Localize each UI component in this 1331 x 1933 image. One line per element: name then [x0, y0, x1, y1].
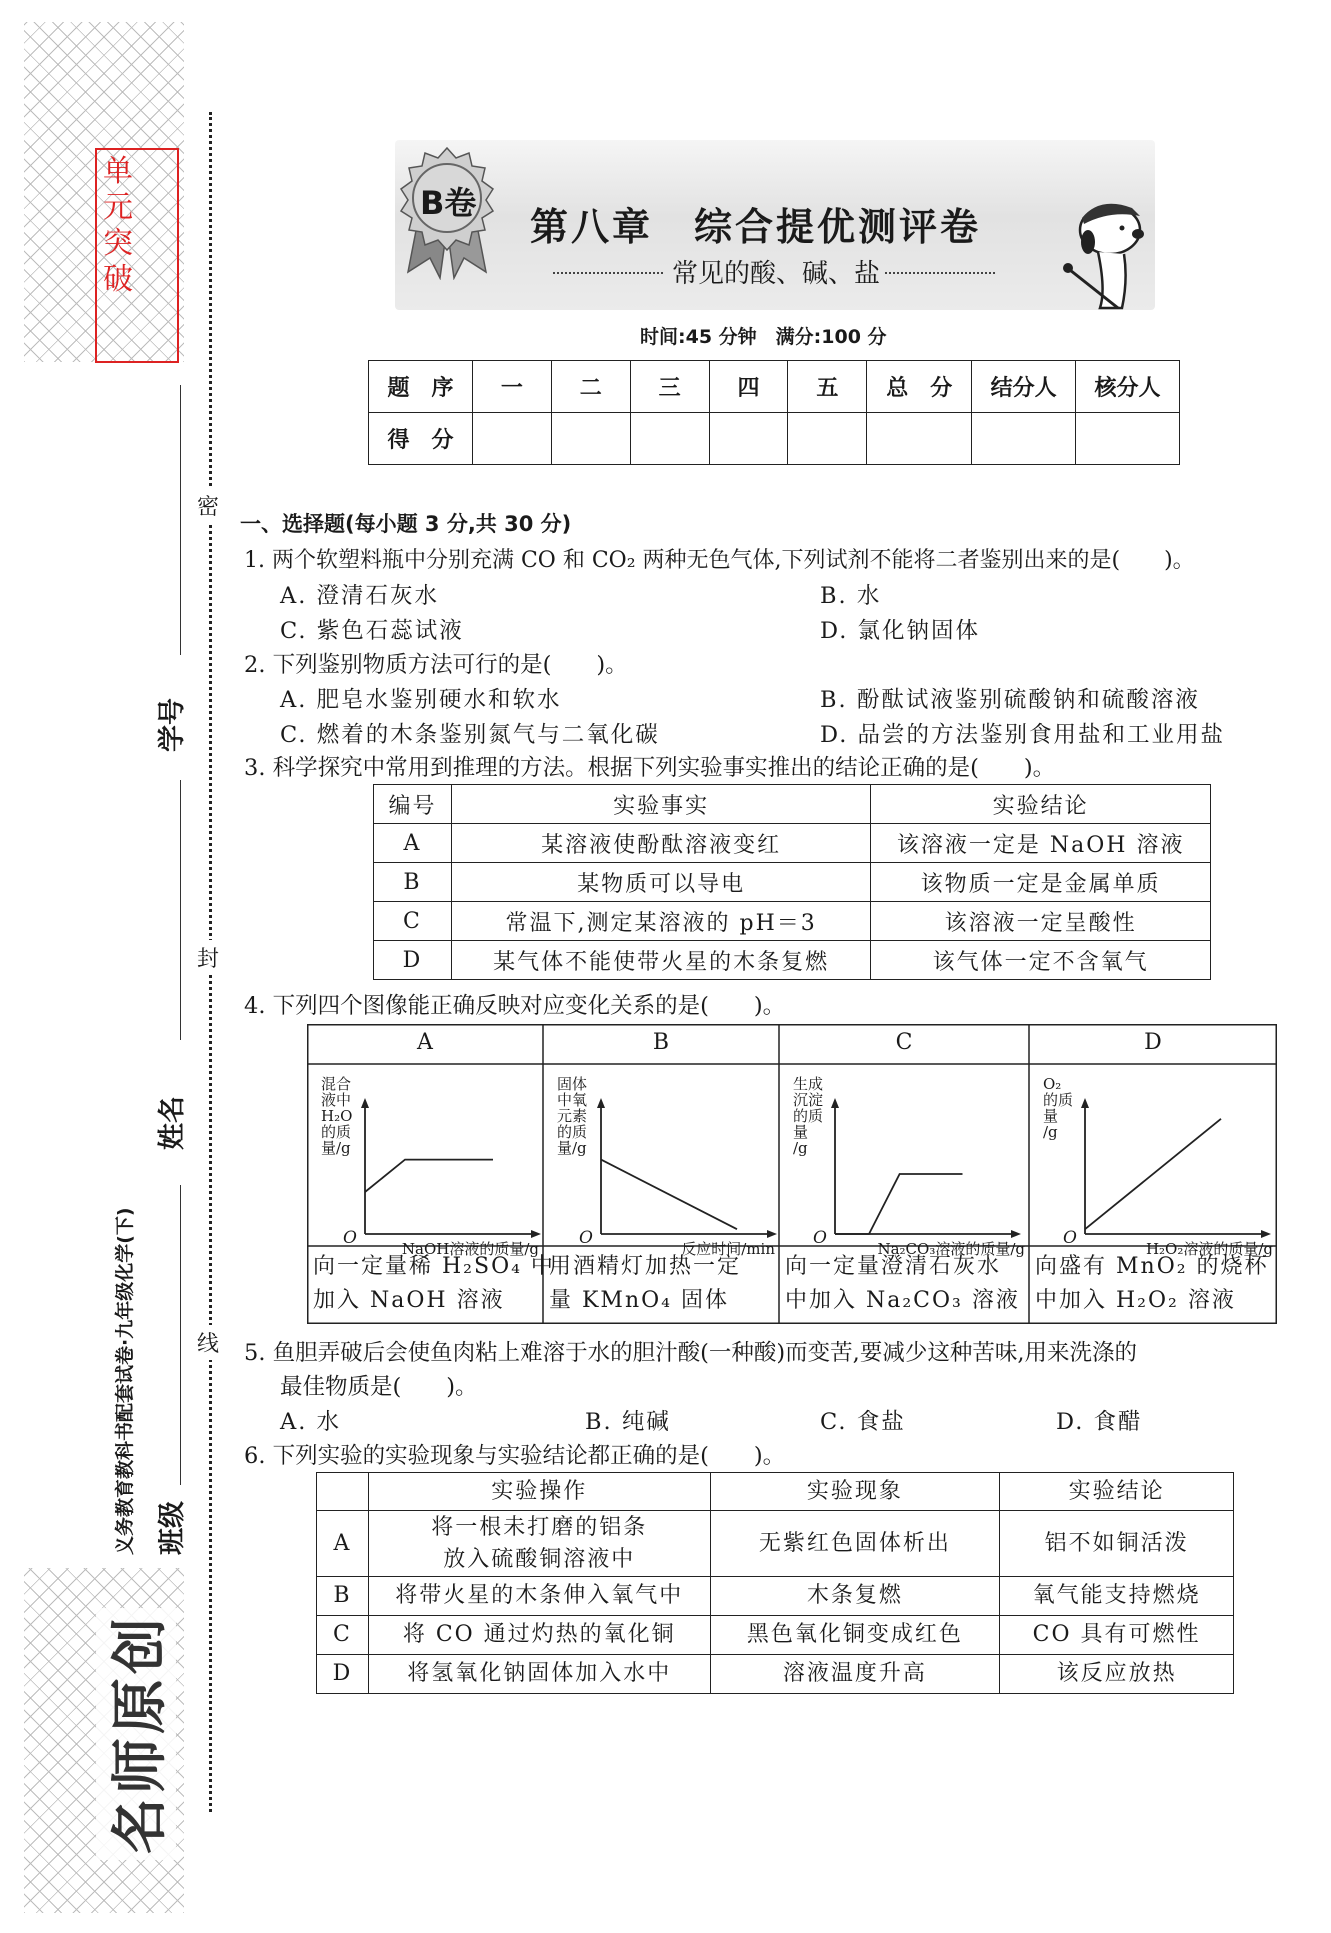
graph-description-line: 向一定量稀 H₂SO₄ 中 [313, 1254, 555, 1279]
table-header-cell: 实验现象 [710, 1473, 1000, 1511]
question-5-stem-line-1: 5. 鱼胆弄破后会使鱼肉粘上难溶于水的胆汁酸(一种酸)而变苦,要减少这种苦味,用来洗涤的 [244, 1340, 1137, 1366]
question-1-option-d[interactable]: D. 氯化钠固体 [820, 618, 981, 644]
question-1-stem: 1. 两个软塑料瓶中分别充满 CO 和 CO₂ 两种无色气体,下列试剂不能将二者鉴别出来的是( )。 [244, 548, 1195, 573]
graph-curve [365, 1160, 493, 1192]
score-header-cell: 二 [551, 361, 630, 413]
graph-x-label: Na₂CO₃溶液的质量/g [877, 1240, 1025, 1258]
graph-letter: D [1144, 1030, 1162, 1055]
question-1-option-b[interactable]: B. 水 [820, 583, 882, 609]
graph-y-label-line: 的质 [1043, 1091, 1074, 1109]
question-5-option-c[interactable]: C. 食盐 [820, 1409, 906, 1435]
table-cell: CO 具有可燃性 [1000, 1616, 1234, 1655]
score-table [368, 360, 1180, 465]
table-cell: 将带火星的木条伸入氧气中 [368, 1577, 710, 1616]
name-label: 姓名 [157, 1096, 188, 1150]
graph-x-arrow [1261, 1230, 1271, 1238]
graph-y-label-line: 量 [1043, 1107, 1059, 1125]
table-cell: 常温下,测定某溶液的 pH＝3 [451, 902, 870, 941]
graph-y-arrow [361, 1098, 369, 1108]
score-header-cell: 三 [630, 361, 709, 413]
graph-y-label-line: H₂O [321, 1107, 353, 1125]
score-input-cell[interactable] [972, 413, 1076, 465]
score-input-cell[interactable] [1076, 413, 1180, 465]
score-input-cell[interactable] [867, 413, 972, 465]
table-cell: 该气体一定不含氧气 [871, 941, 1211, 980]
score-table-header-row [369, 361, 1180, 413]
table-cell: A [317, 1511, 369, 1577]
graph-origin: O [1063, 1228, 1077, 1248]
graph-y-label [793, 1076, 823, 1156]
table-cell: 该反应放热 [1000, 1655, 1234, 1694]
section-heading: 一、选择题(每小题 3 分,共 30 分) [240, 512, 572, 536]
graph-y-label-line: 固体 [557, 1075, 588, 1093]
graph-y-label-line: 生成 [793, 1075, 824, 1093]
question-3-table [373, 784, 1211, 980]
question-5-stem-line-2: 最佳物质是( )。 [280, 1374, 478, 1400]
graph-x-label: 反应时间/min [681, 1240, 775, 1258]
table-header-cell: 实验事实 [451, 785, 870, 824]
student-id-label: 学号 [157, 698, 188, 752]
table-cell: 将 CO 通过灼热的氧化铜 [368, 1616, 710, 1655]
table-cell: C [374, 902, 452, 941]
graph-description-line: 加入 NaOH 溶液 [313, 1288, 505, 1313]
graph-description [543, 1248, 779, 1318]
table-cell: 铝不如铜活泼 [1000, 1511, 1234, 1577]
score-input-cell[interactable] [788, 413, 867, 465]
question-6-table [316, 1472, 1234, 1694]
graph-description-line: 量 KMnO₄ 固体 [549, 1288, 729, 1313]
graph-x-label: H₂O₂溶液的质量/g [1145, 1240, 1273, 1258]
table-cell: 无紫红色固体析出 [710, 1511, 1000, 1577]
graph-letter: B [652, 1030, 670, 1055]
score-input-cell[interactable] [472, 413, 551, 465]
question-5-option-d[interactable]: D. 食醋 [1056, 1409, 1143, 1435]
score-header-cell: 总 分 [867, 361, 972, 413]
question-3-stem: 3. 科学探究中常用到推理的方法。根据下列实验事实推出的结论正确的是( )。 [244, 755, 1056, 781]
graph-y-label-line: 液中 [321, 1091, 352, 1109]
graph-y-label-line: /g [793, 1139, 808, 1157]
graph-y-arrow [831, 1098, 839, 1108]
graph-description-line: 向盛有 MnO₂ 的烧杯 [1035, 1254, 1269, 1279]
table-row [374, 824, 1211, 863]
score-header-cell: 五 [788, 361, 867, 413]
score-header-cell: 一 [472, 361, 551, 413]
score-input-cell[interactable] [709, 413, 788, 465]
table-row [374, 941, 1211, 980]
page-title: 第八章 综合提优测评卷 [530, 205, 982, 249]
bind-char-mi: 密 [197, 488, 219, 523]
question-5-option-a[interactable]: A. 水 [280, 1409, 342, 1435]
graph-x-arrow [531, 1230, 541, 1238]
table-cell: D [374, 941, 452, 980]
graph-y-label [557, 1076, 587, 1156]
bind-char-xian: 线 [197, 1325, 219, 1360]
question-6-stem: 6. 下列实验的实验现象与实验结论都正确的是( )。 [244, 1443, 786, 1469]
graph-x-arrow [767, 1230, 777, 1238]
brand-logo: 名师原创 [96, 1608, 176, 1860]
graph-letter: C [895, 1030, 913, 1055]
graph-y-label-line: 量/g [321, 1139, 351, 1157]
table-cell: B [374, 863, 452, 902]
question-2-option-b[interactable]: B. 酚酞试液鉴别硫酸钠和硫酸溶液 [820, 687, 1200, 713]
question-1-option-a[interactable]: A. 澄清石灰水 [280, 583, 440, 609]
graph-y-label-line: 的质 [321, 1123, 352, 1141]
table-cell [368, 1511, 710, 1577]
unit-breakthrough-label: 单 元 突 破 [95, 148, 179, 363]
graph-y-label-line: /g [1043, 1123, 1058, 1141]
graph-curve [835, 1174, 963, 1234]
question-1-option-c[interactable]: C. 紫色石蕊试液 [280, 618, 464, 644]
question-2-option-d[interactable]: D. 品尝的方法鉴别食用盐和工业用盐 [820, 722, 1226, 748]
score-row-label: 得 分 [369, 413, 473, 465]
graph-x-label: NaOH溶液的质量/g [401, 1240, 539, 1258]
question-2-option-a[interactable]: A. 肥皂水鉴别硬水和软水 [280, 687, 562, 713]
table-header-row [317, 1473, 1234, 1511]
table-cell-line: 将一根未打磨的铝条 [431, 1514, 648, 1540]
score-header-cell: 核分人 [1076, 361, 1180, 413]
graph-y-label-line: 中氧 [557, 1091, 588, 1109]
table-row [317, 1511, 1234, 1577]
graph-description-line: 向一定量澄清石灰水 [785, 1254, 1002, 1279]
class-label: 班级 [157, 1501, 188, 1555]
graph-description [307, 1248, 555, 1318]
score-header-cell: 结分人 [972, 361, 1076, 413]
graph-y-label-line: O₂ [1043, 1075, 1062, 1093]
graph-origin: O [813, 1228, 827, 1248]
score-header-cell: 题 序 [369, 361, 473, 413]
table-cell: 黑色氧化铜变成红色 [710, 1616, 1000, 1655]
class-line [180, 1185, 181, 1485]
graph-y-label [1043, 1076, 1073, 1140]
table-cell: 该溶液一定是 NaOH 溶液 [871, 824, 1211, 863]
graph-y-arrow [597, 1098, 605, 1108]
score-input-cell[interactable] [630, 413, 709, 465]
table-header-cell: 实验结论 [1000, 1473, 1234, 1511]
exam-time-info: 时间:45 分钟 满分:100 分 [640, 326, 887, 348]
table-header-cell [317, 1473, 369, 1511]
graph-origin: O [579, 1228, 593, 1248]
question-2-stem: 2. 下列鉴别物质方法可行的是( )。 [244, 652, 628, 678]
table-cell: D [317, 1655, 369, 1694]
graph-curve [601, 1160, 737, 1230]
paper-badge-label: B卷 [420, 184, 477, 222]
series-label: 义务教育教科书配套试卷·九年级化学(下) [114, 1207, 136, 1555]
graph-x-arrow [1011, 1230, 1021, 1238]
score-input-cell[interactable] [551, 413, 630, 465]
question-2-option-c[interactable]: C. 燃着的木条鉴别氮气与二氧化碳 [280, 722, 660, 748]
graph-y-label-line: 量/g [557, 1139, 587, 1157]
subtitle-dots-right [885, 272, 995, 274]
score-header-cell: 四 [709, 361, 788, 413]
table-cell: C [317, 1616, 369, 1655]
graph-y-arrow [1081, 1098, 1089, 1108]
graph-letter: A [417, 1030, 433, 1055]
question-5-option-b[interactable]: B. 纯碱 [585, 1409, 671, 1435]
student-id-line [180, 385, 181, 655]
table-header-cell: 实验结论 [871, 785, 1211, 824]
table-cell: 木条复燃 [710, 1577, 1000, 1616]
table-cell: 该溶液一定呈酸性 [871, 902, 1211, 941]
table-cell: 氧气能支持燃烧 [1000, 1577, 1234, 1616]
table-row [317, 1655, 1234, 1694]
graph-y-label-line: 的质 [557, 1123, 588, 1141]
table-cell: 某气体不能使带火星的木条复燃 [451, 941, 870, 980]
table-row [317, 1616, 1234, 1655]
graph-y-label [321, 1076, 352, 1156]
bind-char-feng: 封 [197, 940, 219, 975]
table-row [317, 1577, 1234, 1616]
table-cell: B [317, 1577, 369, 1616]
question-4-stem: 4. 下列四个图像能正确反映对应变化关系的是( )。 [244, 993, 786, 1019]
snoopy-golfer-icon [1040, 190, 1180, 320]
table-cell: 溶液温度升高 [710, 1655, 1000, 1694]
subtitle-dots-left [553, 272, 663, 274]
table-cell-line: 放入硫酸铜溶液中 [443, 1546, 636, 1572]
graph-description-line: 中加入 H₂O₂ 溶液 [1035, 1288, 1236, 1313]
table-row [374, 863, 1211, 902]
table-cell: 该物质一定是金属单质 [871, 863, 1211, 902]
graph-origin: O [343, 1228, 357, 1248]
table-cell: 某物质可以导电 [451, 863, 870, 902]
table-header-row [374, 785, 1211, 824]
graph-y-label-line: 沉淀 [793, 1091, 824, 1109]
graph-description [1029, 1248, 1277, 1318]
graph-description [779, 1248, 1029, 1318]
table-row [374, 902, 1211, 941]
page-subtitle: 常见的酸、碱、盐 [672, 259, 881, 289]
graph-y-label-line: 混合 [321, 1075, 352, 1093]
graph-description-line: 中加入 Na₂CO₃ 溶液 [785, 1288, 1020, 1313]
graph-curve [1085, 1119, 1221, 1229]
table-cell: A [374, 824, 452, 863]
graph-y-label-line: 量 [793, 1123, 809, 1141]
table-header-cell: 实验操作 [368, 1473, 710, 1511]
score-table-score-row [369, 413, 1180, 465]
table-cell: 某溶液使酚酞溶液变红 [451, 824, 870, 863]
table-header-cell: 编号 [374, 785, 452, 824]
name-line [180, 780, 181, 1040]
graph-y-label-line: 元素 [557, 1107, 588, 1125]
graph-description-line: 用酒精灯加热一定 [549, 1254, 742, 1279]
graph-y-label-line: 的质 [793, 1107, 824, 1125]
table-cell: 将氢氧化钠固体加入水中 [368, 1655, 710, 1694]
